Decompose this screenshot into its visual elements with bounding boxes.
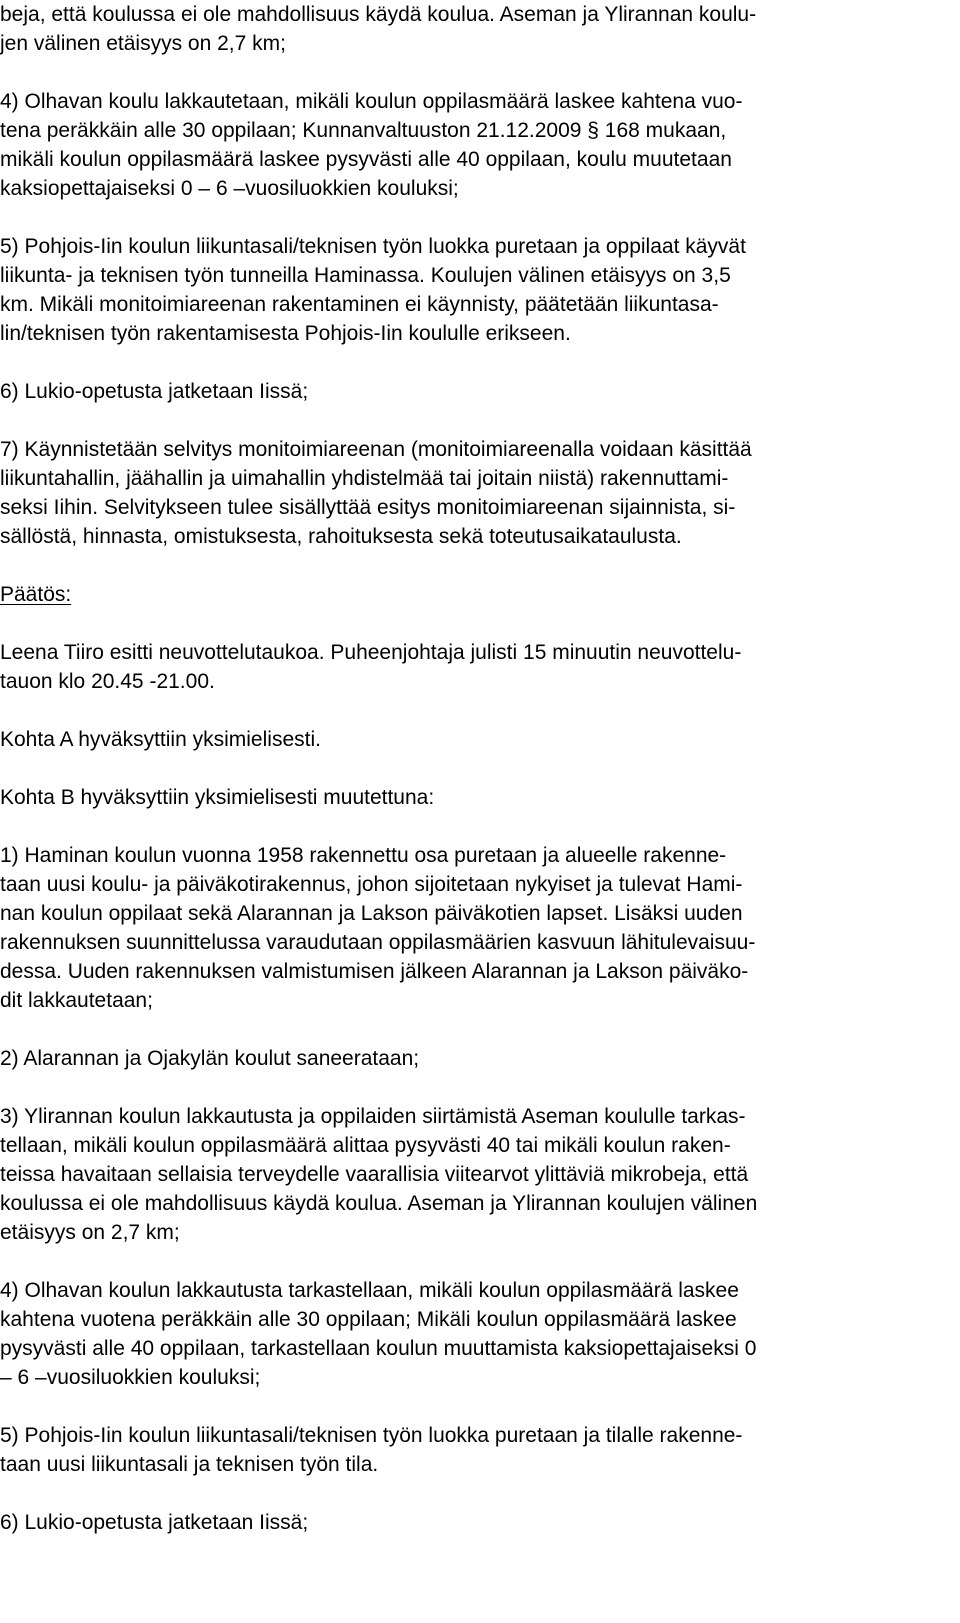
- text-line: lin/teknisen työn rakentamisesta Pohjois-Iin koululle erikseen.: [0, 322, 571, 345]
- text-line: sällöstä, hinnasta, omistuksesta, rahoituksesta sekä toteutusaikataulusta.: [0, 525, 682, 548]
- text-line: 6) Lukio-opetusta jatketaan Iissä;: [0, 1511, 309, 1534]
- text-line: – 6 –vuosiluokkien kouluksi;: [0, 1366, 261, 1389]
- text-line: 6) Lukio-opetusta jatketaan Iissä;: [0, 380, 309, 403]
- text-line: 7) Käynnistetään selvitys monitoimiareenan (monitoimiareenalla voidaan käsittää: [0, 438, 752, 461]
- decision-heading: Päätös:: [0, 583, 72, 606]
- text-line: beja, että koulussa ei ole mahdollisuus käydä koulua. Aseman ja Ylirannan koulu-: [0, 3, 757, 26]
- text-line: mikäli koulun oppilasmäärä laskee pysyvästi alle 40 oppilaan, koulu muutetaan: [0, 148, 732, 171]
- text-line: rakennuksen suunnittelussa varaudutaan oppilasmäärien kasvuun lähitulevaisuu-: [0, 931, 756, 954]
- text-line: 4) Olhavan koulu lakkautetaan, mikäli koulun oppilasmäärä laskee kahtena vuo-: [0, 90, 743, 113]
- text-line: dessa. Uuden rakennuksen valmistumisen jälkeen Alarannan ja Lakson päiväko-: [0, 960, 749, 983]
- text-line: 3) Ylirannan koulun lakkautusta ja oppilaiden siirtämistä Aseman koululle tarkas-: [0, 1105, 746, 1128]
- text-line: 2) Alarannan ja Ojakylän koulut saneerataan;: [0, 1047, 420, 1070]
- text-line: nan koulun oppilaat sekä Alarannan ja Lakson päiväkotien lapset. Lisäksi uuden: [0, 902, 743, 925]
- text-line: 5) Pohjois-Iin koulun liikuntasali/teknisen työn luokka puretaan ja oppilaat käyvät: [0, 235, 746, 258]
- text-line: Leena Tiiro esitti neuvottelutaukoa. Puheenjohtaja julisti 15 minuutin neuvottelu-: [0, 641, 742, 664]
- text-line: 4) Olhavan koulun lakkautusta tarkastellaan, mikäli koulun oppilasmäärä laskee: [0, 1279, 739, 1302]
- text-line: Kohta B hyväksyttiin yksimielisesti muutettuna:: [0, 786, 435, 809]
- text-line: tena peräkkäin alle 30 oppilaan; Kunnanvaltuuston 21.12.2009 § 168 mukaan,: [0, 119, 727, 142]
- text-line: Kohta A hyväksyttiin yksimielisesti.: [0, 728, 321, 751]
- text-line: teissa havaitaan sellaisia terveydelle vaarallisia viitearvot ylittäviä mikrobeja, että: [0, 1163, 749, 1186]
- text-line: 5) Pohjois-Iin koulun liikuntasali/teknisen työn luokka puretaan ja tilalle rakenne-: [0, 1424, 743, 1447]
- text-line: km. Mikäli monitoimiareenan rakentaminen ei käynnisty, päätetään liikuntasa-: [0, 293, 719, 316]
- text-line: tauon klo 20.45 -21.00.: [0, 670, 215, 693]
- text-line: 1) Haminan koulun vuonna 1958 rakennettu osa puretaan ja alueelle rakenne-: [0, 844, 727, 867]
- text-line: dit lakkautetaan;: [0, 989, 153, 1012]
- text-line: kaksiopettajaiseksi 0 – 6 –vuosiluokkien kouluksi;: [0, 177, 459, 200]
- text-line: pysyvästi alle 40 oppilaan, tarkastellaan koulun muuttamista kaksiopettajaiseksi 0: [0, 1337, 757, 1360]
- text-line: etäisyys on 2,7 km;: [0, 1221, 180, 1244]
- text-line: taan uusi liikuntasali ja teknisen työn tila.: [0, 1453, 379, 1476]
- text-line: koulussa ei ole mahdollisuus käydä koulua. Aseman ja Ylirannan koulujen välinen: [0, 1192, 758, 1215]
- text-line: taan uusi koulu- ja päiväkotirakennus, johon sijoitetaan nykyiset ja tulevat Hami-: [0, 873, 743, 896]
- text-line: jen välinen etäisyys on 2,7 km;: [0, 32, 286, 55]
- text-line: tellaan, mikäli koulun oppilasmäärä alittaa pysyvästi 40 tai mikäli koulun raken-: [0, 1134, 731, 1157]
- text-line: seksi Iihin. Selvitykseen tulee sisällyttää esitys monitoimiareenan sijainnista, si-: [0, 496, 736, 519]
- text-line: kahtena vuotena peräkkäin alle 30 oppilaan; Mikäli koulun oppilasmäärä laskee: [0, 1308, 737, 1331]
- text-line: liikuntahallin, jäähallin ja uimahallin yhdistelmää tai joitain niistä) rakennuttami-: [0, 467, 729, 490]
- text-line: liikunta- ja teknisen työn tunneilla Haminassa. Koulujen välinen etäisyys on 3,5: [0, 264, 731, 287]
